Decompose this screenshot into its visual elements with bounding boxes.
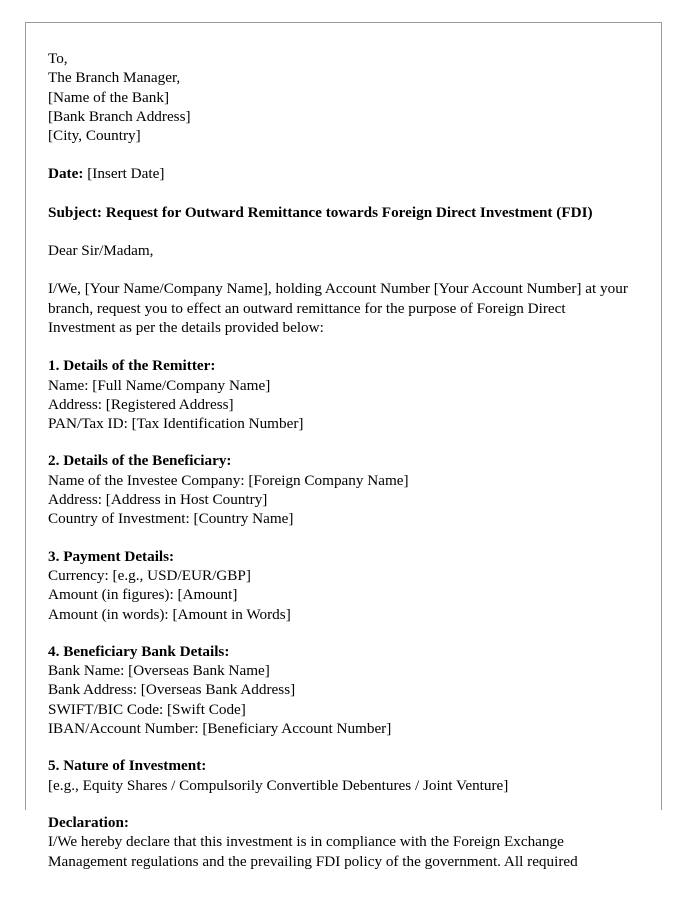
spacer-after-subject [48,222,631,241]
section-remitter [48,356,631,433]
address-line-city-country: [City, Country] [48,127,141,145]
section-line: Bank Name: [Overseas Bank Name] [48,662,270,680]
section-heading: 3. Payment Details: [48,547,175,565]
section-heading: 4. Beneficiary Bank Details: [48,642,230,660]
spacer-after-date [48,184,631,203]
spacer-after-section-3 [48,624,631,642]
section-line: Address: [Registered Address] [48,395,234,413]
section-line: Name: [Full Name/Company Name] [48,376,271,394]
section-line: SWIFT/BIC Code: [Swift Code] [48,700,246,718]
section-line: Amount (in words): [Amount in Words] [48,605,291,623]
section-line: Name of the Investee Company: [Foreign Company Name] [48,471,409,489]
section-line: Bank Address: [Overseas Bank Address] [48,681,296,699]
section-line: IBAN/Account Number: [Beneficiary Account Number] [48,720,392,738]
spacer-after-section-1 [48,433,631,451]
section-beneficiary [48,451,631,528]
document-frame [25,22,662,870]
section-payment-details [48,547,631,624]
section-line: Country of Investment: [Country Name] [48,510,294,528]
spacer-after-section-5 [48,795,631,813]
section-line: Currency: [e.g., USD/EUR/GBP] [48,566,251,584]
document-body [48,49,631,871]
spacer-after-section-4 [48,738,631,756]
spacer-after-address [48,145,631,164]
date-line [48,164,631,183]
section-line: Management regulations and the prevailing FDI policy of the government. All required [48,852,578,870]
section-declaration [48,813,631,871]
address-line-bank-name: [Name of the Bank] [48,88,170,106]
section-beneficiary-bank-details [48,642,631,738]
section-line: I/We hereby declare that this investment is in compliance with the Foreign Exchange [48,833,564,851]
section-heading: 5. Nature of Investment: [48,757,207,775]
subject-line: Subject: Request for Outward Remittance towards Foreign Direct Investment (FDI) [48,203,593,221]
intro-paragraph: I/We, [Your Name/Company Name], holding Account Number [Your Account Number] at your branch, request you to effect an outward remittance for the purpose of Foreign Direct Investment as per the details provided below: [48,280,628,336]
spacer-after-salutation [48,260,631,279]
section-line: Amount (in figures): [Amount] [48,586,238,604]
section-heading: 2. Details of the Beneficiary: [48,452,232,470]
address-line-branch-manager: The Branch Manager, [48,69,181,87]
section-nature-of-investment [48,756,631,795]
date-value: [Insert Date] [87,165,165,183]
section-heading: Declaration: [48,813,129,831]
address-line-branch-address: [Bank Branch Address] [48,107,191,125]
section-line: Address: [Address in Host Country] [48,491,268,509]
spacer-after-section-2 [48,529,631,547]
address-line-to: To, [48,50,68,67]
section-heading: 1. Details of the Remitter: [48,357,216,375]
section-line: [e.g., Equity Shares / Compulsorily Convertible Debentures / Joint Venture] [48,776,509,794]
address-block [48,49,631,145]
date-label: Date: [48,165,84,183]
salutation: Dear Sir/Madam, [48,242,154,260]
section-line: PAN/Tax ID: [Tax Identification Number] [48,415,304,433]
spacer-after-intro [48,337,631,356]
